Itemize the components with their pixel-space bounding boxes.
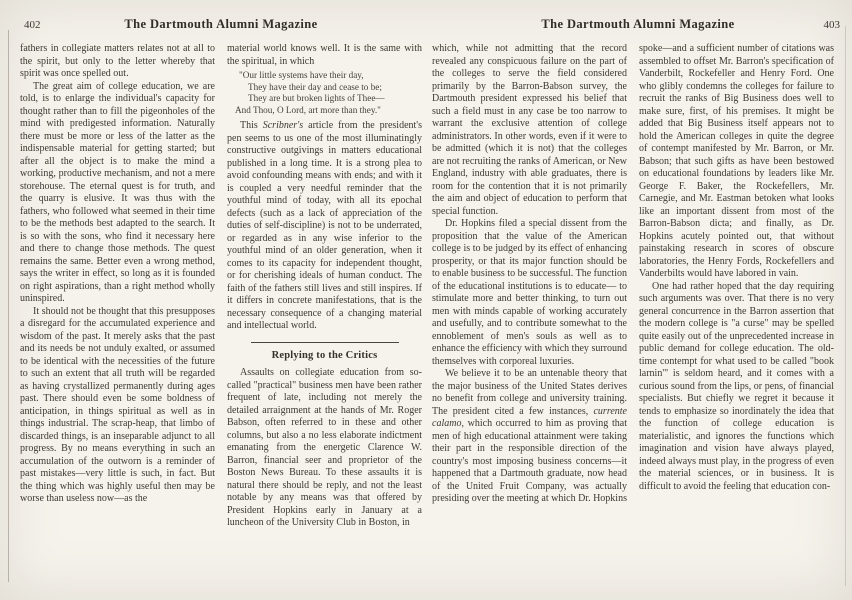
- italic-title: Scribner's: [262, 120, 304, 132]
- paragraph: It should not be thought that this presupposes a disregard for the accumulated experience and wisdom of the past. It merely asks that the past and its needs be not unduly exalted, or assumed to be identical with the necessities of the future to such an extent that all truth will be regarded as having crystallized permanently during ages past. There should even be some boldness of anticipation, in things spiritual as well as in things industrial. The scrap-heap, that limbo of discarded things, is an inseparable adjunct to all progress. By no means everything in such an accumulation of the outworn is a reminder of past mistakes—very little is such, in fact. But the thing which was highly useful then may be worse than useless now—as the: [20, 305, 215, 504]
- paragraph: One had rather hoped that the day requiring such arguments was over. That there is no very general concurrence in the Barron assertion that the modern college is "a curse" may be spelled quite easily out of the unprecedented increase in public demand for college education. The old-time contempt for what used to be called "book larnin'" is seldom heard, and it comes with a curious sound from the lips, or pens, of financial specialists. But chiefly we regret it because it tends to emphasize so inordinately the idea that the function of college education is materialistic, and ignores the functions which imagination and vision have always played, indeed always must play, in the progress of even the material sciences, or in business. It is difficult to avoid the feeling that education con-: [639, 280, 834, 492]
- scan-right-edge-line: [845, 26, 846, 586]
- page-403-header: [436, 17, 840, 32]
- verse-line: They are but broken lights of Thee—: [248, 93, 385, 104]
- page-403-columns: [432, 43, 844, 506]
- verse-line: And Thou, O Lord, art more than they.": [235, 104, 381, 115]
- paragraph: which, while not admitting that the record revealed any conspicuous failure on the part of the colleges to serve the field considered primarily by the Barron-Babson survey, the Dartmouth president expressed his belief that such a field must in any case be too narrow to warrant the exclusive attention of college administrators. In other words, even if it were to be admitted (which it is not) that the colleges are not recruiting the ranks of American, or New England, industry with able graduates, there is room for the contention that it is not primarily the aim and object of education to perform that special function.: [432, 43, 627, 217]
- section-heading: Replying to the Critics: [271, 349, 378, 361]
- paragraph: Dr. Hopkins filed a special dissent from the proposition that the value of the American college is to be judged by its effect of enhancing prosperity, or that its major function should be to enable business to be successful. The function of the educational institutions is to educate— to stimulate more and better thinking, to turn out men with minds capable of working accurately and usefully, and to contribute somewhat to the ennoblement of men's souls as well as to enhance the efficiency with which they surround themselves with corporeal luxuries.: [432, 218, 627, 367]
- page-403: [432, 0, 844, 600]
- paragraph: fathers in collegiate matters relates not at all to the spirit, but only to the letter whereby that spirit was once spelled out.: [20, 43, 215, 79]
- page-number-right: 403: [823, 19, 840, 31]
- scan-left-edge-line: [8, 30, 9, 582]
- section-divider-rule: [251, 342, 399, 343]
- page-402-header: [24, 17, 418, 32]
- page-403-column-1: [432, 43, 627, 506]
- paragraph: [432, 368, 627, 506]
- paragraph: The great aim of college education, we are told, is to enlarge the individual's capacity for thought rather than to fill the pigeonholes of the mind with predigested information. Naturally there must be more or less of the latter as the indispensable material for getting started; but after all the object is to make the mind a working, productive mechanism, and not a mere storehouse. The eternal quest is for truth, and the quarry is elusive. It was thus with the fathers, who followed what seemed in their time to be the methods best adapted to the search. It is so with the sons, who find it necessary here and there to change those methods. The quest remains the same. Better even a wrong method, says the writer in effect, so long as it is founded on right aspirations, than a right method wholly uninspired.: [20, 80, 215, 304]
- paragraph-text: article from the president's pen seems to us one of the most illuminatingly constructive outgivings in matters educational published in a long time. It is a strong plea to avoid confounding means with ends; and with it is coupled a very needful reminder that the youthful mind of today, with all its epochal defects (such as a lack of appreciation of the duties of self-discipline) is not to be underrated, or regarded as in any wise inferior to the youthful mind of an older generation, when it comes to its capacity for independent thought, or for cherishing ideals of human conduct. The faith of the fathers still lives and still inspires. If it differs in concrete manifestations, that is the necessary consequence of a changing material and intellectual world.: [227, 120, 422, 332]
- page-403-column-2: [639, 43, 834, 506]
- paragraph: material world knows well. It is the same with the spiritual, in which: [227, 43, 422, 67]
- paragraph-text: This: [240, 120, 263, 132]
- verse-line: They have their day and cease to be;: [248, 81, 382, 92]
- paragraph: spoke—and a sufficient number of citations was assembled to offset Mr. Barron's specification of Vanderbilt, Rockefeller and Henry Ford. One who glibly condemns the colleges for failure to recruit the ranks of Big Business does well to make sure, first, of his premises. It might be added that Big Business itself appears not to hold the American colleges in quite the degree of contempt manifested by Mr. Barron, or Mr. Babson; that such gifts as have been bestowed on educational foundations by leaders like Mr. George F. Baker, the Rockefellers, Mr. Carnegie, and Mr. Eastman betoken what looks like an important dissent from most of the Barron-Babson dicta; and finally, as Dr. Hopkins acutely pointed out, that without painstaking research in scores of obscure laboratories, the Henry Fords, Rockefellers and Vanderbilts would have labored in vain.: [639, 43, 834, 279]
- magazine-title-left: The Dartmouth Alumni Magazine: [124, 17, 318, 31]
- verse-line: "Our little systems have their day,: [239, 70, 364, 80]
- paragraph: Assaults on collegiate education from so-called "practical" business men have been rather frequent of late, including not merely the detailed arraignment at the hands of Mr. Roger Babson, often referred to in these and other columns, but also a no less elaborate indictment emanating from the energetic Clarence W. Barron, financial seer and proprietor of the Boston News Bureau. To these assaults it is natural there should be reply, and not the least notable by any means was that offered by President Hopkins early in January at a luncheon of the University Club in Boston, in: [227, 367, 422, 529]
- page-number-left: 402: [24, 19, 41, 31]
- page-402: [20, 0, 422, 600]
- magazine-title-right: The Dartmouth Alumni Magazine: [541, 17, 735, 31]
- paragraph: [227, 120, 422, 333]
- page-402-columns: [20, 43, 422, 530]
- verse-quote: [235, 70, 422, 116]
- paragraph-text: which occurred to him as proving that men of high educational attainment were taking their part in the responsible direction of the country's most imposing business concerns—it happened that a Dartmouth graduate, now head of the United Fruit Company, was actually presiding over the meeting at which Dr. Hopkins: [432, 418, 627, 504]
- page-402-column-1: [20, 43, 215, 530]
- italic-phrase: currente calamo,: [432, 405, 627, 429]
- paragraph-text: We believe it to be an untenable theory that the major business of the United States derives no benefit from college and university training. The president cited a few instances,: [432, 368, 627, 417]
- page-402-column-2: [227, 43, 422, 530]
